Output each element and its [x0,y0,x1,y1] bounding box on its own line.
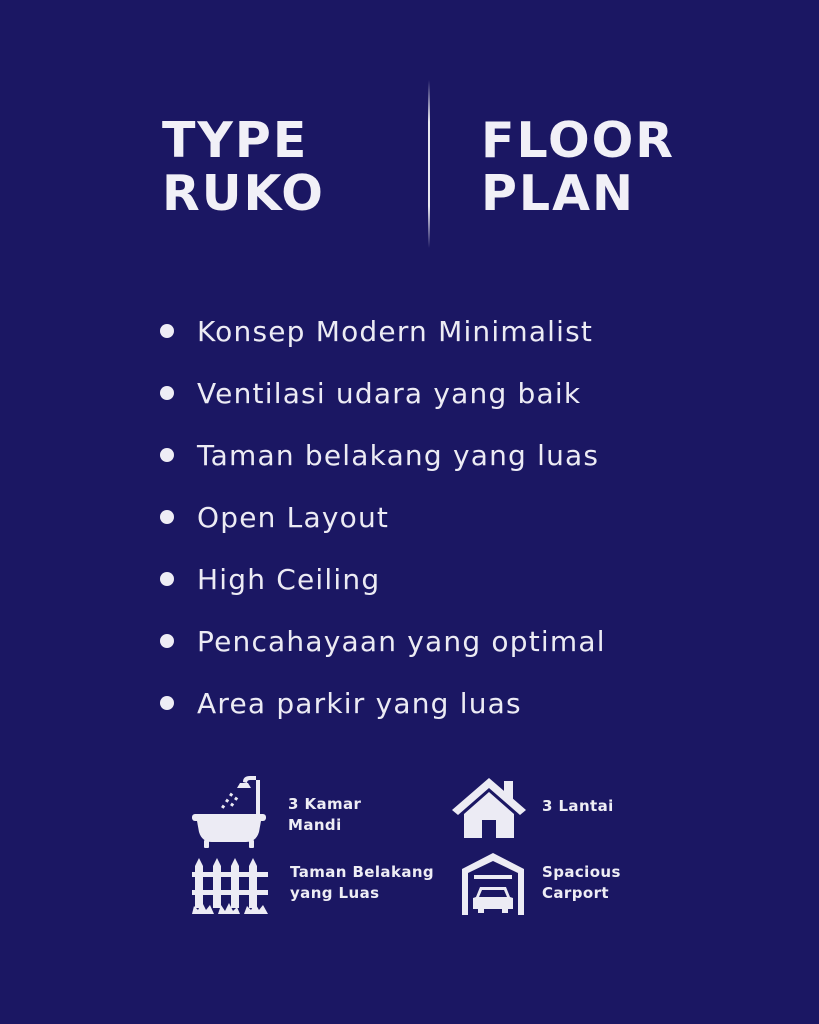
amenity-label-line2: yang Luas [290,884,380,902]
amenity-label-line2: Carport [542,884,609,902]
feature-item [160,672,606,734]
amenity-label [288,794,361,836]
title-right-line1: FLOOR [481,112,675,169]
title-floor-plan [481,114,675,220]
feature-item [160,424,606,486]
bullet-icon [160,324,174,338]
title-left-line2: RUKO [162,165,325,222]
bullet-icon [160,448,174,462]
amenity-label-line1: 3 Lantai [542,797,614,815]
bullet-icon [160,386,174,400]
amenity-label-line1: 3 Kamar [288,795,362,813]
bullet-icon [160,572,174,586]
amenity-label-line2: Mandi [288,816,342,834]
amenity-label-line1: Spacious [542,863,621,881]
amenity-floors [452,778,614,840]
amenity-label [542,796,614,817]
feature-text: Open Layout [197,500,390,534]
feature-text: Ventilasi udara yang baik [197,376,582,410]
feature-list [160,300,606,734]
amenity-bathrooms [190,776,361,850]
feature-text: Pencahayaan yang optimal [197,624,606,658]
house-icon [452,778,526,840]
feature-item [160,548,606,610]
bullet-icon [160,510,174,524]
carport-icon [462,853,524,915]
title-divider [428,80,430,248]
amenity-garden [192,858,434,914]
feature-text: High Ceiling [197,562,381,596]
feature-item [160,362,606,424]
title-right-line2: PLAN [481,165,636,222]
bullet-icon [160,634,174,648]
amenity-carport [462,853,621,915]
bullet-icon [160,696,174,710]
amenity-label [542,862,621,904]
feature-text: Konsep Modern Minimalist [197,314,594,348]
amenity-label-line1: Taman Belakang [290,863,435,881]
amenity-label [290,862,434,904]
feature-item [160,610,606,672]
title-type-ruko [162,114,325,220]
feature-text: Area parkir yang luas [197,686,522,720]
title-left-line1: TYPE [162,112,309,169]
feature-item [160,486,606,548]
feature-text: Taman belakang yang luas [197,438,600,472]
bathtub-icon [190,776,268,850]
feature-item [160,300,606,362]
garden-fence-icon [192,858,268,914]
